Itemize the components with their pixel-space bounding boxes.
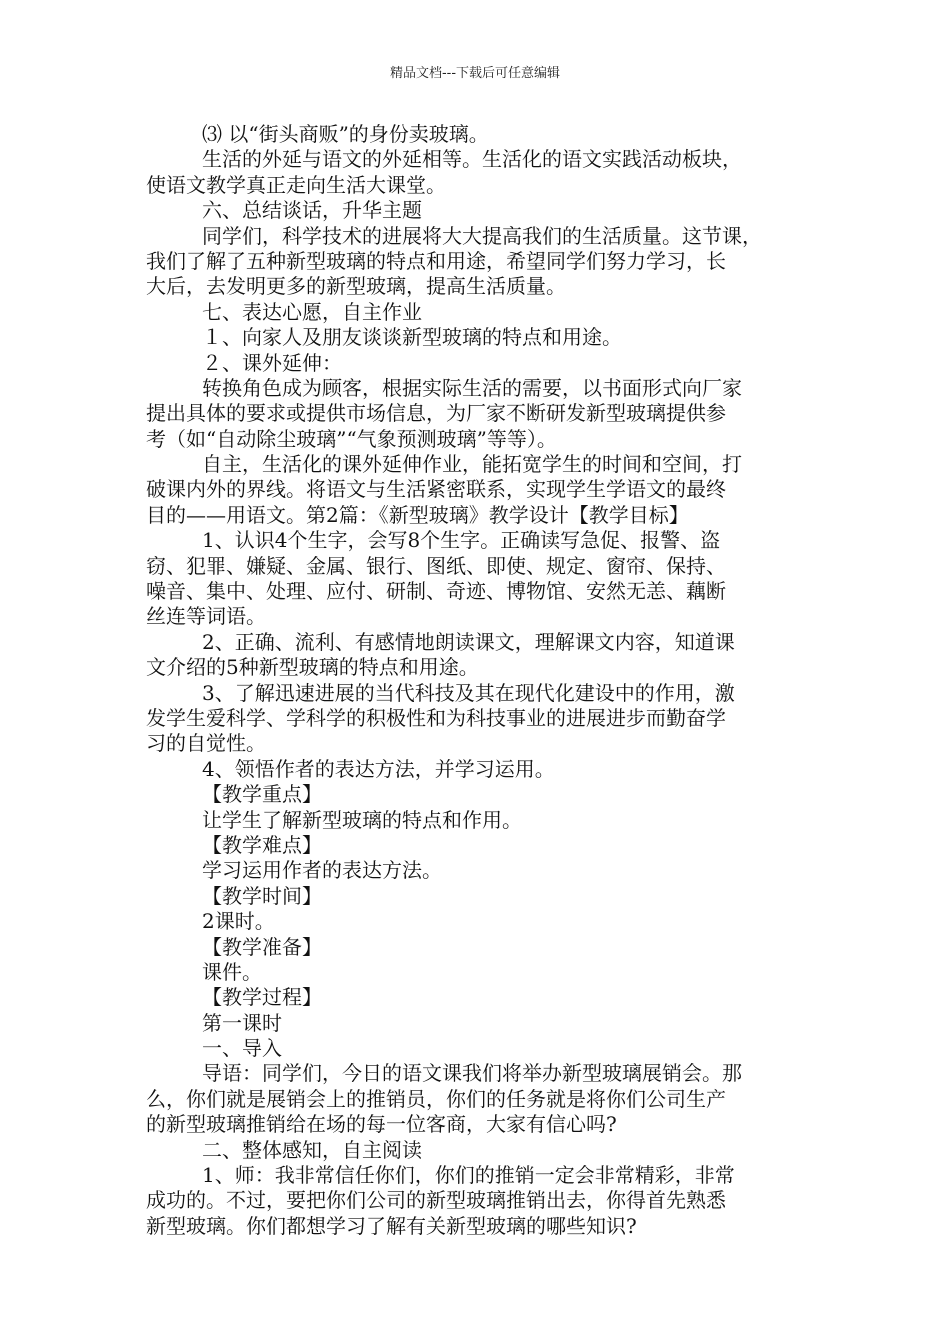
text-line: 【教学时间】 — [202, 883, 322, 908]
text-line: 丝连等词语。 — [146, 604, 266, 629]
text-line: 文介绍的5种新型玻璃的特点和用途。 — [146, 655, 479, 680]
text-line: 我们了解了五种新型玻璃的特点和用途，希望同学们努力学习，长 — [146, 248, 726, 273]
text-line: 习的自觉性。 — [146, 731, 266, 756]
text-line: 破课内外的界线。将语文与生活紧密联系，实现学生学语文的最终 — [146, 477, 726, 502]
text-line: 发学生爱科学、学科学的积极性和为科技事业的进展进步而勤奋学 — [146, 705, 726, 730]
text-line: １、向家人及朋友谈谈新型玻璃的特点和用途。 — [202, 325, 622, 350]
text-line: ⑶ 以“街头商贩”的身份卖玻璃。 — [202, 122, 489, 146]
text-line: 1、认识4个生字，会写8个生字。正确读写急促、报警、盗 — [202, 528, 721, 553]
text-line: 噪音、集中、处理、应付、研制、奇迹、博物馆、安然无恙、藕断 — [146, 579, 726, 604]
text-line: 自主，生活化的课外延伸作业，能拓宽学生的时间和空间，打 — [202, 452, 742, 477]
text-line: 二、整体感知，自主阅读 — [202, 1137, 422, 1162]
text-line: 目的——用语文。第2篇：《新型玻璃》教学设计【教学目标】 — [146, 502, 689, 527]
text-line: ２、课外延伸： — [202, 350, 342, 375]
text-line: 导语：同学们，今日的语文课我们将举办新型玻璃展销会。那 — [202, 1061, 742, 1086]
text-line: 的新型玻璃推销给在场的每一位客商，大家有信心吗? — [146, 1112, 617, 1137]
text-line: 第一课时 — [202, 1010, 282, 1035]
text-line: 学习运用作者的表达方法。 — [202, 858, 442, 883]
text-line: 新型玻璃。你们都想学习了解有关新型玻璃的哪些知识? — [146, 1213, 637, 1238]
text-line: 让学生了解新型玻璃的特点和作用。 — [202, 807, 522, 832]
text-line: 【教学准备】 — [202, 934, 322, 959]
text-line: 大后，去发明更多的新型玻璃，提高生活质量。 — [146, 274, 566, 299]
text-line: 六、总结谈话，升华主题 — [202, 198, 422, 223]
text-line: 生活的外延与语文的外延相等。生活化的语文实践活动板块， — [202, 147, 742, 172]
text-line: 课件。 — [202, 959, 262, 984]
text-line: 转换角色成为顾客，根据实际生活的需要，以书面形式向厂家 — [202, 375, 742, 400]
text-line: 4、领悟作者的表达方法，并学习运用。 — [202, 756, 555, 781]
text-line: 3、了解迅速进展的当代科技及其在现代化建设中的作用，激 — [202, 680, 735, 705]
text-line: 同学们，科学技术的进展将大大提高我们的生活质量。这节课， — [202, 223, 762, 248]
text-line: 一、导入 — [202, 1036, 282, 1061]
text-line: 【教学过程】 — [202, 985, 322, 1010]
page-header: 精品文档---下载后可任意编辑 — [389, 66, 561, 81]
text-line: 2课时。 — [202, 909, 275, 934]
text-line: 窃、犯罪、嫌疑、金属、银行、图纸、即使、规定、窗帘、保持、 — [146, 553, 726, 578]
text-line: 么，你们就是展销会上的推销员，你们的任务就是将你们公司生产 — [146, 1086, 726, 1111]
text-line: 考（如“自动除尘玻璃”“气象预测玻璃”等等）。 — [146, 426, 557, 451]
text-line: 【教学难点】 — [202, 832, 322, 857]
text-line: 七、表达心愿，自主作业 — [202, 299, 422, 324]
text-line: 1、师：我非常信任你们，你们的推销一定会非常精彩，非常 — [202, 1163, 735, 1188]
text-line: 使语文教学真正走向生活大课堂。 — [146, 172, 446, 197]
text-line: 提出具体的要求或提供市场信息，为厂家不断研发新型玻璃提供参 — [146, 401, 726, 426]
text-line: 【教学重点】 — [202, 782, 322, 807]
text-line: 成功的。不过，要把你们公司的新型玻璃推销出去，你得首先熟悉 — [146, 1188, 726, 1213]
document-body — [146, 122, 826, 1239]
text-line: 2、正确、流利、有感情地朗读课文，理解课文内容，知道课 — [202, 629, 735, 654]
